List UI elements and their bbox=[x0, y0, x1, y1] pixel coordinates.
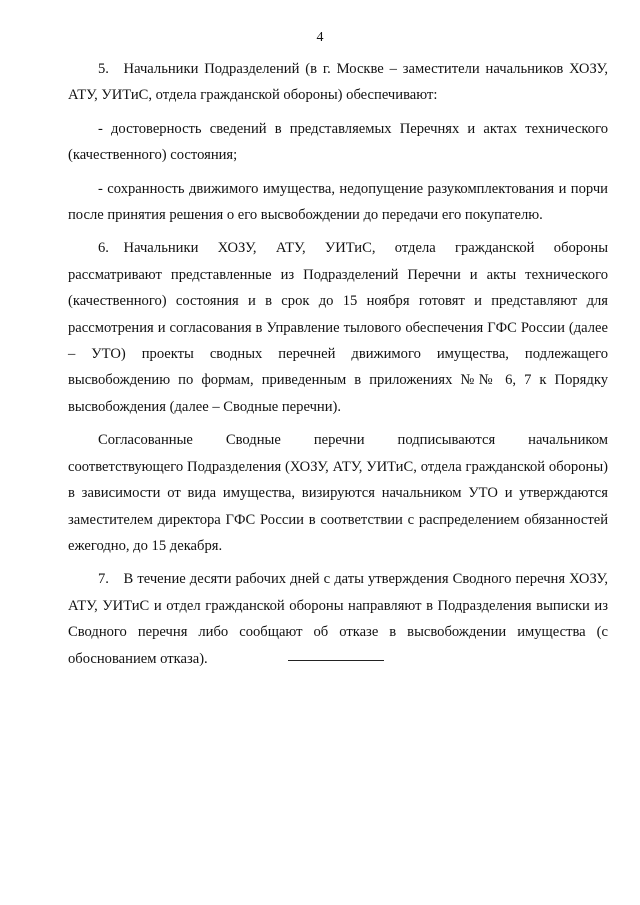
paragraph-6-continuation: Согласованные Сводные перечни подписываются начальником соответствующего Подразделения (ХОЗУ, АТУ, УИТиС, отдела гражданской обороны) в зависимости от вида имущества, визируются начальником УТО и утверждаются заместителем директора ГФС России в соответствии с распределением обязанностей ежегодно, до 15 декабря. bbox=[68, 432, 608, 554]
paragraph-6: 6. Начальники ХОЗУ, АТУ, УИТиС, отдела гражданской обороны рассматривают представленные из Подразделений Перечни и акты технического (качественного) состояния и в срок до 15 ноября готовят и представляют для рассмотрения и согласования в Управление тылового обеспечения ГФС России (далее – УТО) проекты сводных перечней движимого имущества, подлежащего высвобождению по формам, приведенным в приложениях №№ 6, 7 к Порядку высвобождения (далее – Сводные перечни). bbox=[68, 240, 608, 415]
page-number: 4 bbox=[316, 30, 324, 45]
paragraph-5-item-2: - сохранность движимого имущества, недопущение разукомплектования и порчи после принятия решения о его высвобождении до передачи его покупателю. bbox=[68, 180, 608, 224]
paragraph-5-item-1: - достоверность сведений в представляемых Перечнях и актах технического (качественного) состояния; bbox=[68, 120, 608, 164]
end-of-text-rule bbox=[288, 660, 384, 661]
document-body bbox=[68, 56, 608, 679]
paragraph-7: 7. В течение десяти рабочих дней с даты утверждения Сводного перечня ХОЗУ, АТУ, УИТиС и отдел гражданской обороны направляют в Подразделения выписки из Сводного перечня либо сообщают об отказе в высвобождении имущества (с обоснованием отказа). bbox=[68, 571, 608, 667]
paragraph-5: 5. Начальники Подразделений (в г. Москве – заместители начальников ХОЗУ, АТУ, УИТиС, отдела гражданской обороны) обеспечивают: bbox=[68, 61, 608, 104]
